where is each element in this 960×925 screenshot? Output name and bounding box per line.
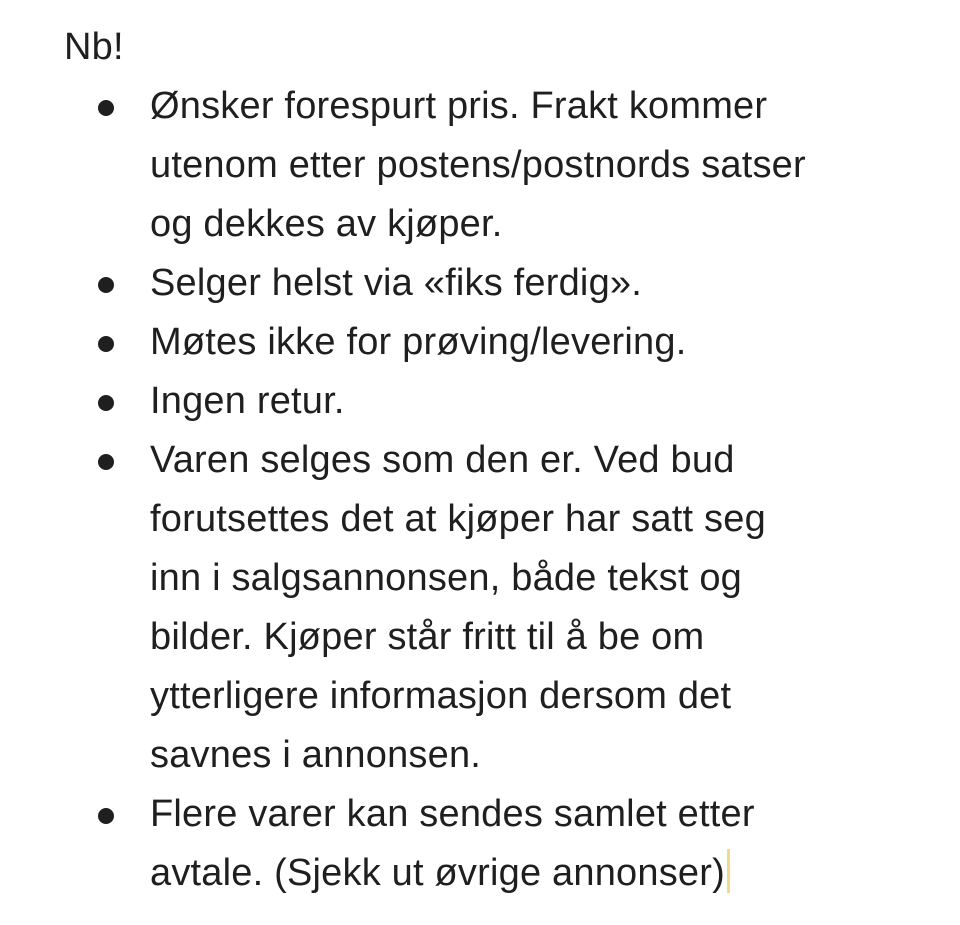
text-cursor: [727, 849, 730, 893]
note-heading: Nb!: [64, 26, 124, 68]
list-item-line: Selger helst via «fiks ferdig».: [150, 262, 642, 304]
list-item-line: forutsettes det at kjøper har satt seg: [150, 498, 766, 540]
list-item-line: Varen selges som den er. Ved bud: [150, 439, 735, 481]
bullet-dot: [98, 808, 114, 824]
list-item-line: avtale. (Sjekk ut øvrige annonser): [150, 852, 725, 894]
note-body[interactable]: [64, 18, 944, 903]
bullet-dot: [98, 100, 114, 116]
list-item-line: ytterligere informasjon dersom det: [150, 675, 732, 717]
list-item: [64, 77, 944, 254]
bullet-dot: [98, 336, 114, 352]
list-item-line: Flere varer kan sendes samlet etter: [150, 793, 755, 835]
list-item: [64, 431, 944, 785]
list-item: [64, 254, 944, 313]
bullet-dot: [98, 454, 114, 470]
list-item-line: Ønsker forespurt pris. Frakt kommer: [150, 85, 768, 127]
list-item: [64, 313, 944, 372]
list-item-line: bilder. Kjøper står fritt til å be om: [150, 616, 705, 658]
list-item-line: Møtes ikke for prøving/levering.: [150, 321, 687, 363]
list-item-line: savnes i annonsen.: [150, 734, 482, 776]
bullet-dot: [98, 277, 114, 293]
list-item-line: Ingen retur.: [150, 380, 345, 422]
list-item: [64, 785, 944, 903]
bullet-dot: [98, 395, 114, 411]
list-item-line: utenom etter postens/postnords satser: [150, 144, 806, 186]
bullet-list: [64, 77, 944, 903]
list-item-line: inn i salgsannonsen, både tekst og: [150, 557, 742, 599]
list-item: [64, 372, 944, 431]
list-item-line: og dekkes av kjøper.: [150, 203, 503, 245]
list-item-line-with-cursor: [150, 844, 944, 903]
